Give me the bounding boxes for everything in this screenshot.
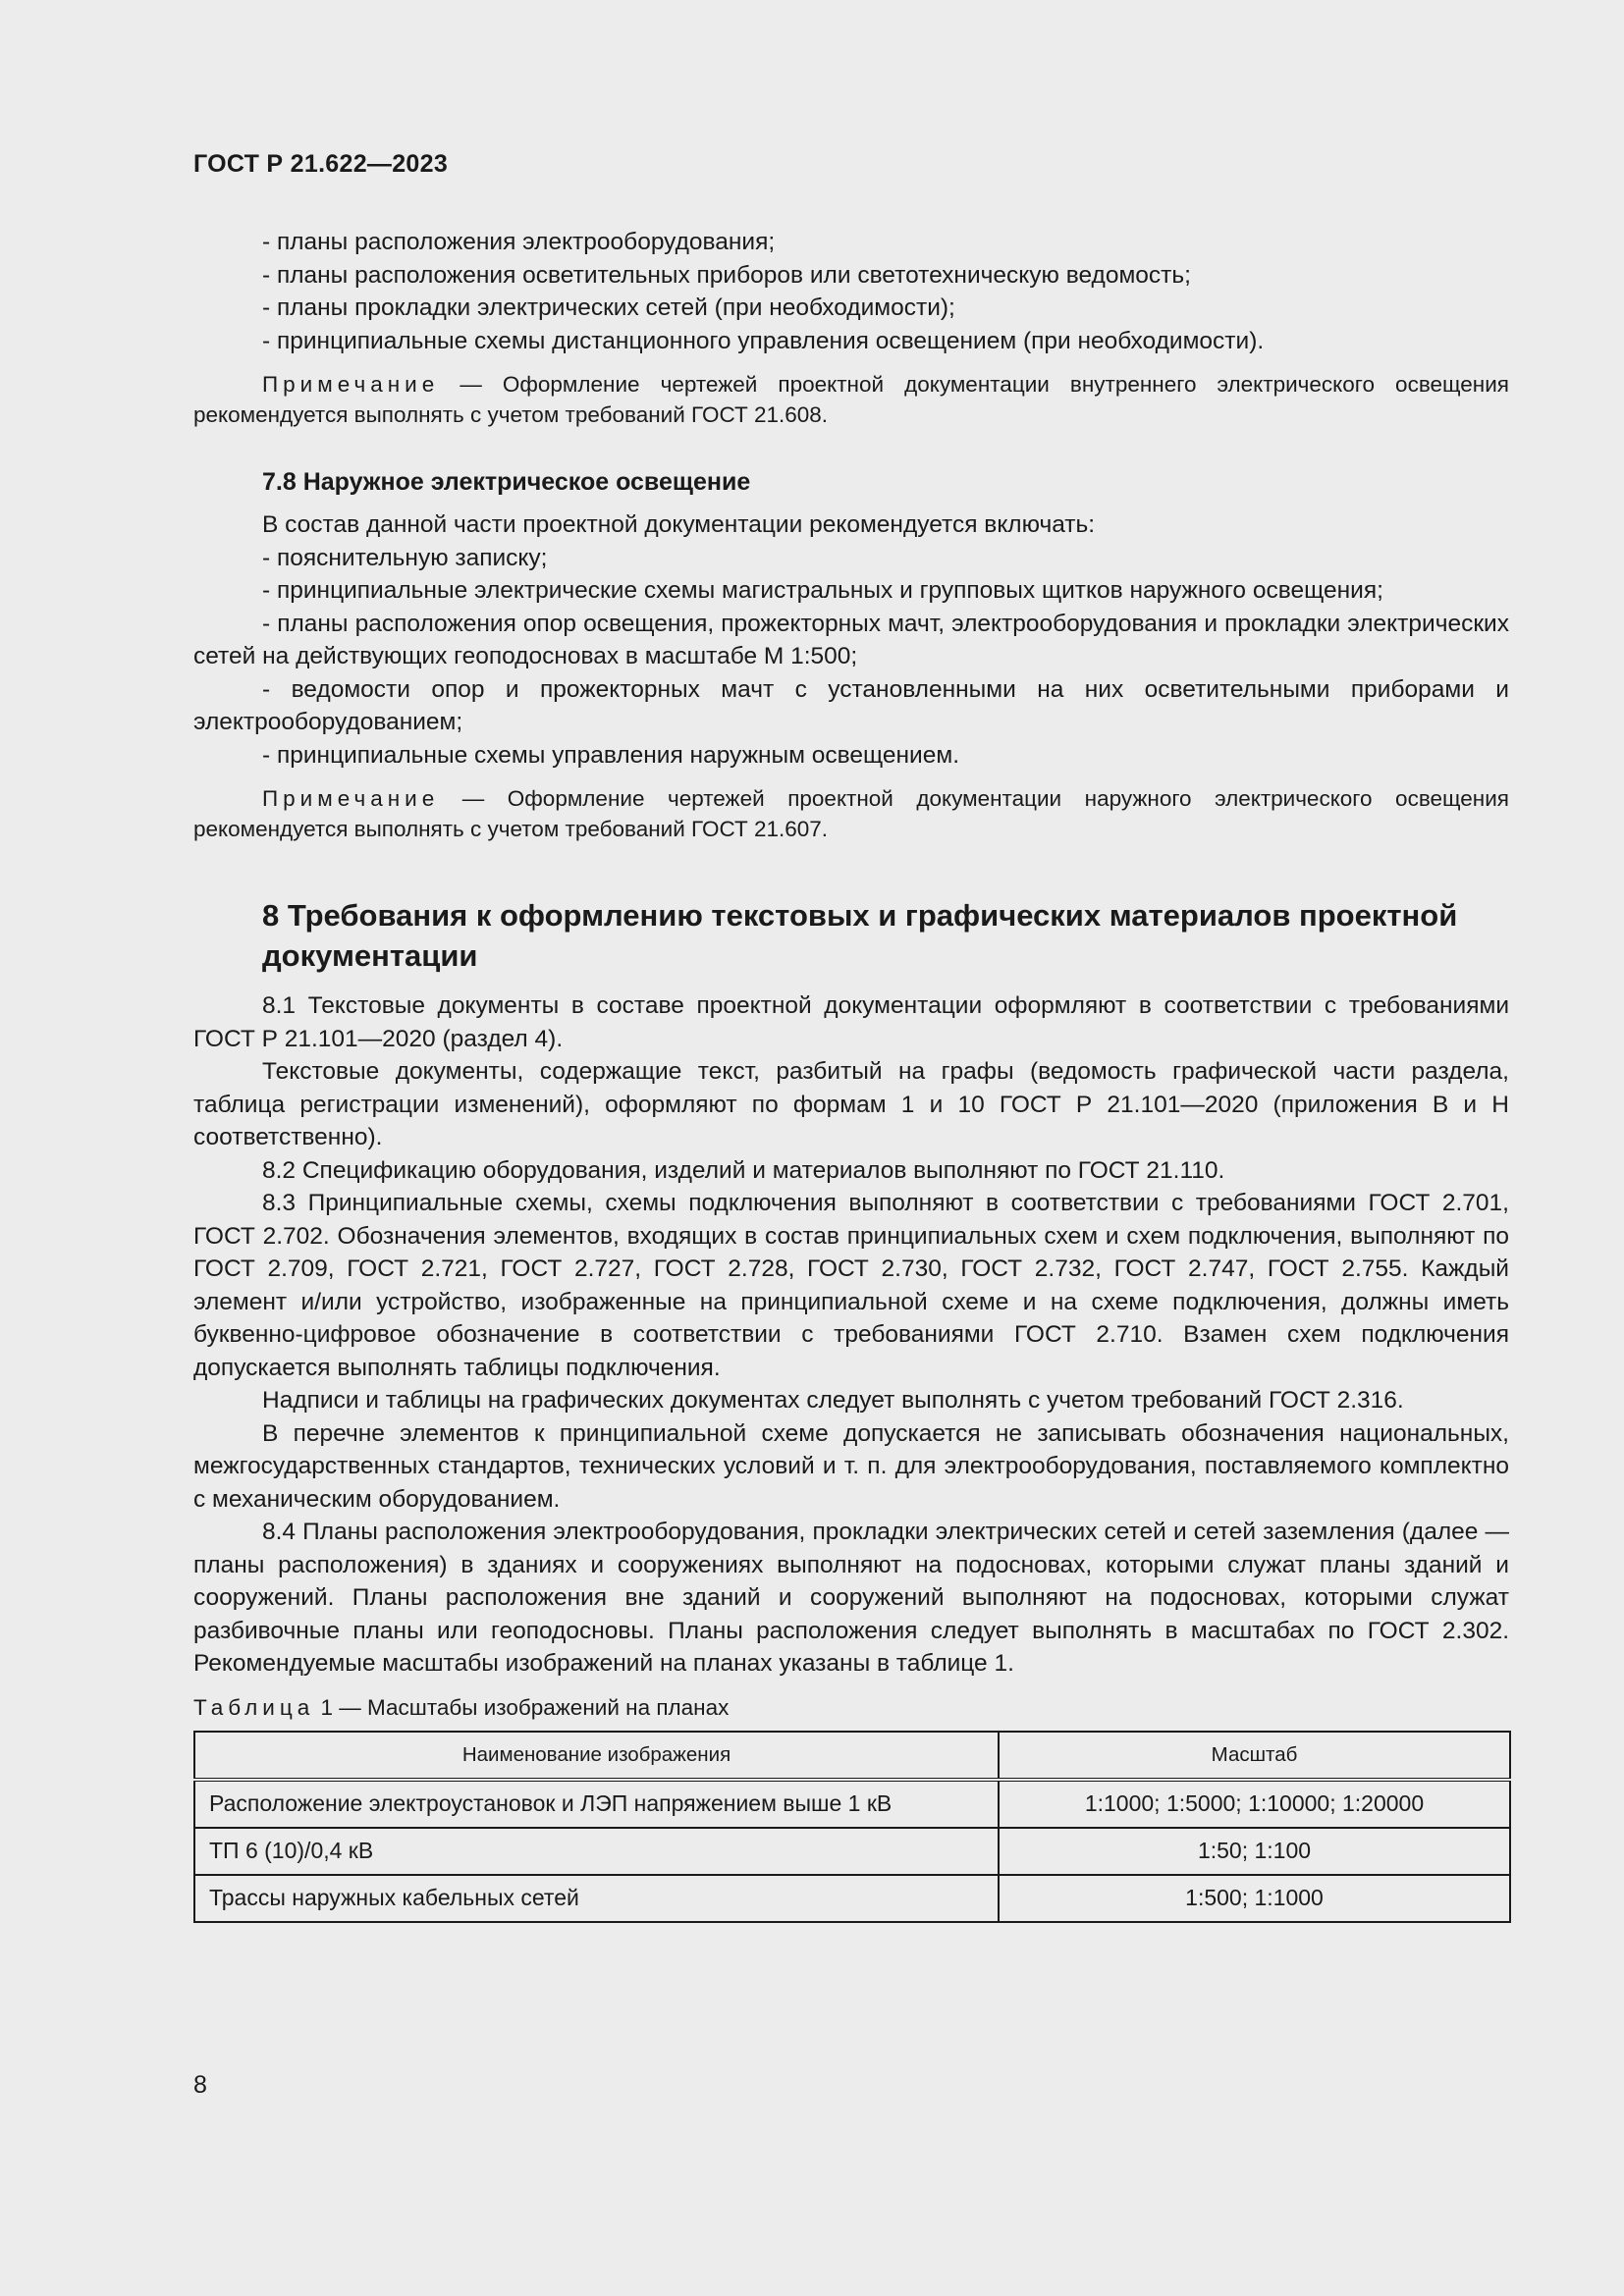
- note-external-lighting: [193, 783, 1509, 844]
- note-text: — Оформление чертежей проектной документации внутреннего электрического освещения рекомендуется выполнять с учетом требований ГОСТ 21.608.: [193, 372, 1509, 427]
- table-row: [194, 1780, 1510, 1828]
- paragraph-8-4: 8.4 Планы расположения электрооборудования, прокладки электрических сетей и сетей заземления (далее — планы расположения) в зданиях и сооружениях выполняют на подосновах, которыми служат планы зданий и сооружений. Планы расположения вне зданий и сооружений выполняют на подосновах, которыми служат разбивочные планы или геоподосновы. Планы расположения следует выполнять в масштабах по ГОСТ 2.302. Рекомендуемые масштабы изображений на планах указаны в таблице 1.: [193, 1519, 1509, 1677]
- note-internal-lighting: [193, 369, 1509, 430]
- column-header: Наименование изображения: [194, 1732, 999, 1780]
- note-label: Примечание: [262, 786, 440, 811]
- paragraph-8-3: 8.3 Принципиальные схемы, схемы подключения выполняют в соответствии с требованиями ГОСТ 2.701, ГОСТ 2.702. Обозначения элементов, входящих в состав принципиальных схем и схем подключения, выполняют по ГОСТ 2.709, ГОСТ 2.721, ГОСТ 2.727, ГОСТ 2.728, ГОСТ 2.730, ГОСТ 2.732, ГОСТ 2.747, ГОСТ 2.755. Каждый элемент и/или устройство, изображенные на принципиальной схеме и на схеме подключения, должны иметь буквенно-цифровое обозначение в соответствии с требованиями ГОСТ 2.710. Взамен схем подключения допускается выполнять таблицы подключения.: [193, 1190, 1509, 1381]
- table-cell: 1:500; 1:1000: [999, 1875, 1510, 1922]
- table-cell: 1:1000; 1:5000; 1:10000; 1:20000: [999, 1780, 1510, 1828]
- list-item: - принципиальные схемы управления наружным освещением.: [262, 741, 959, 769]
- list-item: - планы расположения осветительных приборов или светотехническую ведомость;: [262, 261, 1191, 289]
- section-7-8-intro: В состав данной части проектной документации рекомендуется включать:: [262, 511, 1096, 538]
- document-header: ГОСТ Р 21.622—2023: [193, 150, 449, 178]
- scales-table: [193, 1731, 1511, 1923]
- list-item: - ведомости опор и прожекторных мачт с установленными на них осветительными приборами и электрооборудованием;: [193, 675, 1509, 735]
- table-cell: 1:50; 1:100: [999, 1828, 1510, 1875]
- paragraph: Текстовые документы, содержащие текст, разбитый на графы (ведомость графической части раздела, таблица регистрации изменений), оформляют по формам 1 и 10 ГОСТ Р 21.101—2020 (приложения В и Н соответственно).: [193, 1058, 1509, 1150]
- section-7-8-title: 7.8 Наружное электрическое освещение: [262, 468, 751, 496]
- table-header-row: [194, 1732, 1510, 1780]
- paragraph: Надписи и таблицы на графических документах следует выполнять с учетом требований ГОСТ 2.316.: [262, 1387, 1404, 1414]
- paragraph: В перечне элементов к принципиальной схеме допускается не записывать обозначения национальных, межгосударственных стандартов, технических условий и т. п. для электрооборудования, поставляемого комплектно с механическим оборудованием.: [193, 1419, 1509, 1513]
- table-cell: Расположение электроустановок и ЛЭП напряжением выше 1 кВ: [194, 1780, 999, 1828]
- list-item: - планы расположения опор освещения, прожекторных мачт, электрооборудования и прокладки электрических сетей на действующих геоподосновах в масштабе М 1:500;: [193, 610, 1509, 669]
- table-row: [194, 1875, 1510, 1922]
- note-text: — Оформление чертежей проектной документации наружного электрического освещения рекомендуется выполнять с учетом требований ГОСТ 21.607.: [193, 786, 1509, 841]
- table-cell: ТП 6 (10)/0,4 кВ: [194, 1828, 999, 1875]
- table-caption-text: 1 — Масштабы изображений на планах: [320, 1694, 730, 1720]
- list-item: - принципиальные схемы дистанционного управления освещением (при необходимости).: [262, 327, 1265, 354]
- list-item: - планы прокладки электрических сетей (при необходимости);: [262, 294, 955, 321]
- column-header: Масштаб: [999, 1732, 1510, 1780]
- table-cell: Трассы наружных кабельных сетей: [194, 1875, 999, 1922]
- list-item: - пояснительную записку;: [262, 544, 548, 571]
- list-item: - принципиальные электрические схемы магистральных и групповых щитков наружного освещения;: [262, 577, 1383, 604]
- table-row: [194, 1828, 1510, 1875]
- page-number: 8: [193, 2071, 207, 2099]
- page-content: [193, 147, 1509, 1923]
- section-8-title: 8 Требования к оформлению текстовых и графических материалов проектной документации: [262, 898, 1458, 973]
- note-label: Примечание: [262, 372, 440, 397]
- table-caption: [193, 1692, 1509, 1723]
- table-caption-label: Таблица: [193, 1694, 315, 1720]
- top-list: [193, 226, 1509, 357]
- paragraph-8-1: 8.1 Текстовые документы в составе проектной документации оформляют в соответствии с требованиями ГОСТ Р 21.101—2020 (раздел 4).: [193, 992, 1509, 1052]
- list-item: - планы расположения электрооборудования;: [262, 229, 776, 255]
- paragraph-8-2: 8.2 Спецификацию оборудования, изделий и материалов выполняют по ГОСТ 21.110.: [262, 1156, 1225, 1184]
